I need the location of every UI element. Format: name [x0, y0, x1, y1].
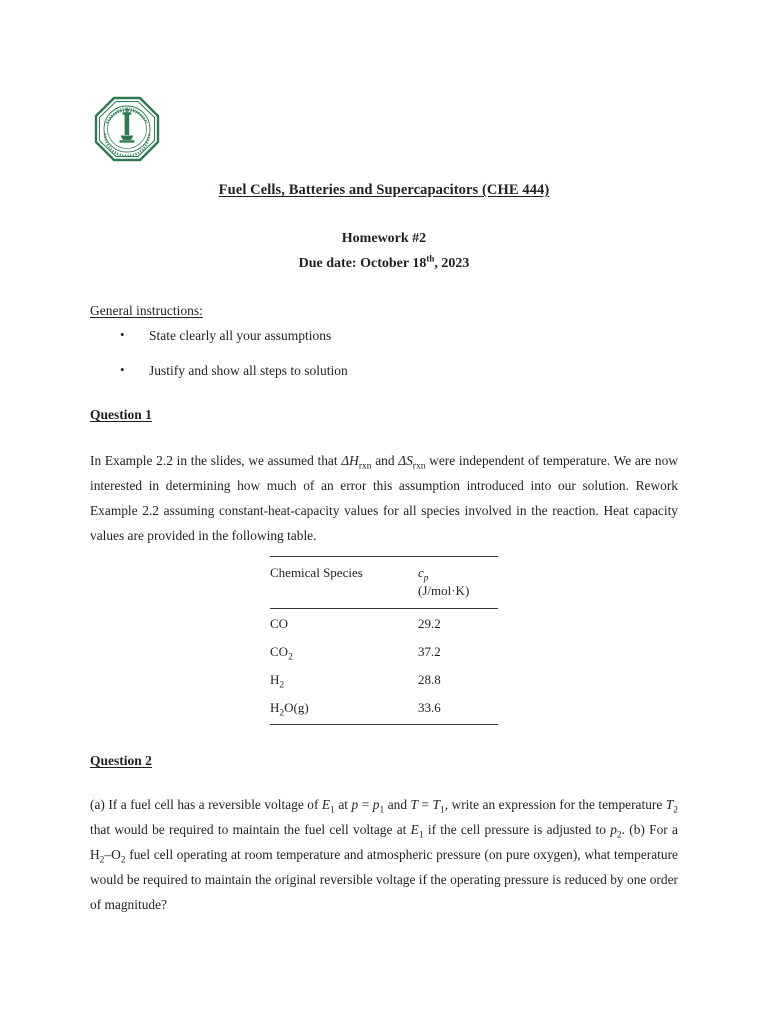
t1-symbol: T: [432, 797, 440, 812]
table-cell-cp: 28.8: [418, 672, 441, 687]
t2-subscript: 2: [673, 805, 679, 816]
h2-symbol: H: [90, 847, 100, 862]
t1-subscript: 1: [439, 805, 445, 816]
o2-symbol: O: [111, 847, 121, 862]
q2-s3: =: [358, 797, 373, 812]
q1-text-and: and: [371, 453, 399, 468]
q2-s7: that would be required to maintain the fuel cell voltage at: [90, 822, 411, 837]
p2-symbol: p: [610, 822, 617, 837]
kfupm-seal-logo: [93, 96, 161, 168]
q2-s8: if the cell pressure is adjusted to: [423, 822, 611, 837]
table-cell-species: [270, 694, 418, 725]
q2-s2: at: [334, 797, 352, 812]
species-name: H: [270, 672, 280, 687]
question-2-body: [90, 792, 678, 917]
q2-s11: fuel cell operating at room temperature and atmospheric pressure (on pure oxygen), what temperature would be required to maintain the original reversible voltage if the operating pressure is reduced by one order of magnitude?: [90, 847, 678, 912]
document-title: [0, 182, 768, 199]
general-instructions-list: [112, 327, 632, 397]
table-cell-species: [270, 666, 418, 694]
p1-subscript: 1: [379, 805, 385, 816]
document-title-text: Fuel Cells, Batteries and Supercapacitors (CHE 444): [218, 182, 550, 198]
table-header-units: (J/mol·K): [418, 583, 470, 598]
table-row: [270, 666, 498, 694]
delta-s-symbol: ΔS: [398, 453, 413, 468]
question-2-heading: Question 2: [90, 753, 152, 768]
table-cell-cp: 29.2: [418, 616, 441, 631]
e1-symbol: E: [321, 797, 331, 812]
list-item: • Justify and show all steps to solution: [112, 362, 632, 380]
p1-symbol: p: [372, 797, 380, 812]
h2-subscript: 2: [99, 855, 105, 866]
cp-symbol-subscript: p: [423, 573, 429, 584]
homework-label: Homework #2: [341, 231, 427, 246]
q2-s4: and: [384, 797, 411, 812]
due-date-prefix: Due date: October 18: [298, 256, 427, 271]
question-1-heading: Question 1: [90, 407, 152, 422]
species-subscript: 2: [279, 708, 285, 719]
species-name: CO: [270, 644, 289, 659]
table-cell-species: [270, 638, 418, 666]
q2-s6: , write an expression for the temperature: [444, 797, 666, 812]
e1b-symbol: E: [410, 822, 419, 837]
due-date-line: [0, 253, 768, 272]
species-subscript: 2: [279, 680, 285, 691]
t2-symbol: T: [665, 797, 674, 812]
species-tail: O(g): [284, 700, 309, 715]
heat-capacity-table: [270, 556, 498, 725]
due-date-ordinal: th: [426, 253, 435, 264]
due-date-suffix: , 2023: [434, 256, 470, 271]
species-name: CO: [270, 616, 289, 631]
q2-s1: (a) If a fuel cell has a reversible voltage of: [90, 797, 322, 812]
general-instructions-heading: General instructions:: [90, 303, 203, 318]
delta-s-subscript: rxn: [412, 461, 426, 472]
e1-subscript: 1: [330, 805, 335, 816]
table-row: [270, 694, 498, 725]
q1-text-b: were independent of temperature. We are now interested in determining how much of an error this assumption introduced into our solution. Rework Example 2.2 assuming constant-heat-capacity values for all species involved in the reaction. Heat capacity values are provided in the following table.: [90, 453, 678, 543]
table-cell-species: [270, 609, 418, 638]
delta-h-symbol: ΔH: [341, 453, 359, 468]
table-row: [270, 609, 498, 638]
q2-dash: –: [104, 847, 112, 862]
o2-subscript: 2: [120, 855, 126, 866]
table-header-symbol: [418, 557, 498, 583]
table-row: [270, 638, 498, 666]
q1-text-a: In Example 2.2 in the slides, we assumed that: [90, 453, 342, 468]
p-symbol: p: [351, 797, 359, 812]
delta-h-subscript: rxn: [358, 461, 372, 472]
species-subscript: 2: [288, 652, 293, 663]
table-header-row: [270, 557, 498, 583]
p2-subscript: 2: [616, 830, 622, 841]
table-header-species: Chemical Species: [270, 565, 363, 580]
t-symbol: T: [410, 797, 418, 812]
e1b-subscript: 1: [418, 830, 424, 841]
table-units-row: [270, 583, 498, 609]
q2-s5: =: [417, 797, 433, 812]
species-name: H: [270, 700, 280, 715]
table-cell-cp: 33.6: [418, 700, 441, 715]
list-item: • State clearly all your assumptions: [112, 327, 632, 345]
q2-s9: . (b) For a: [621, 822, 678, 837]
table-cell-cp: 37.2: [418, 644, 441, 659]
question-1-body: [90, 448, 678, 548]
cp-symbol: c: [418, 565, 424, 580]
